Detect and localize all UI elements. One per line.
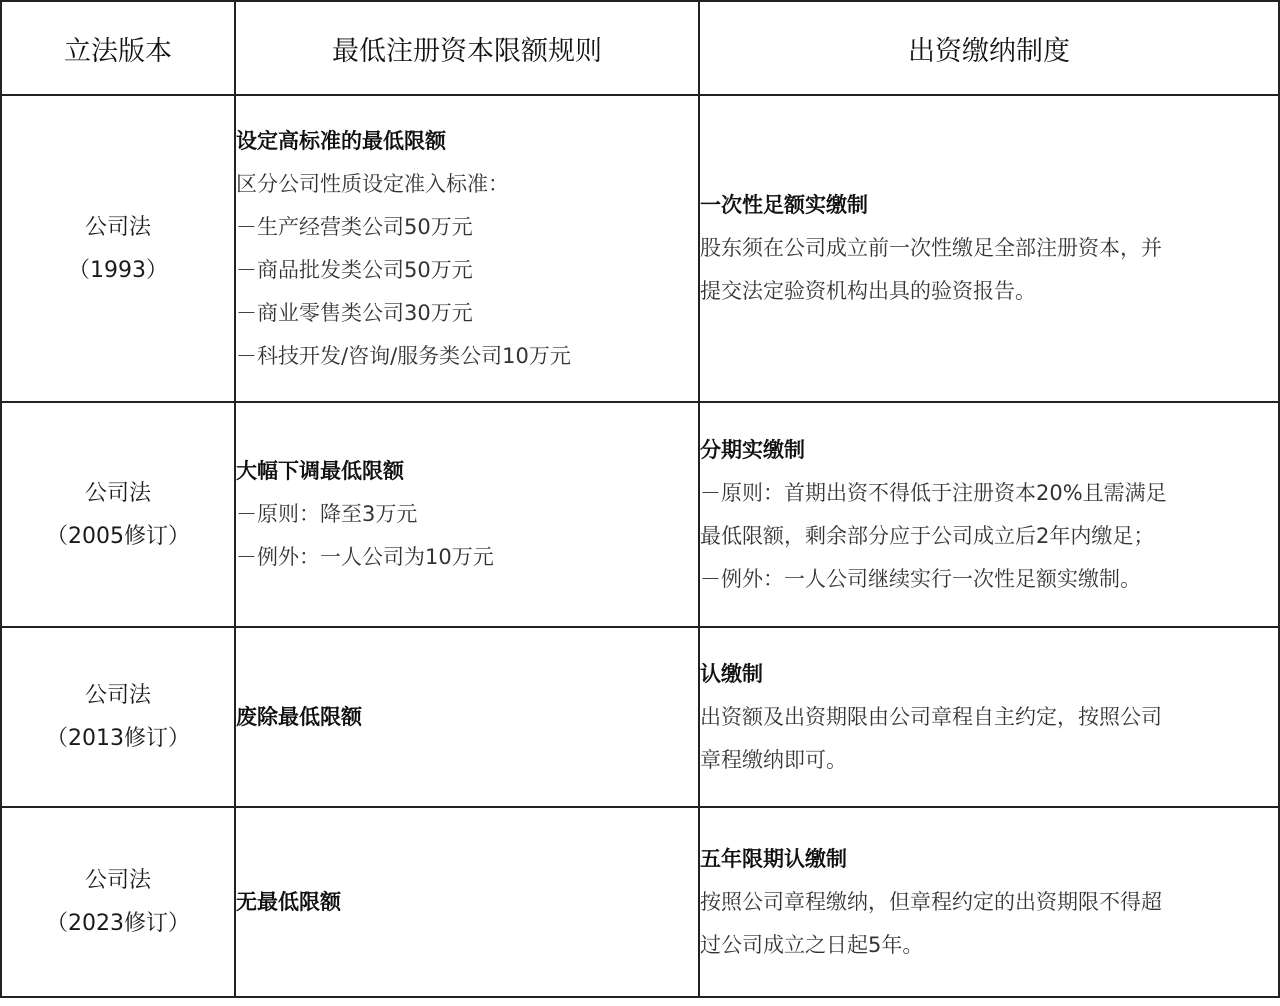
rule-title: 大幅下调最低限额	[236, 459, 404, 483]
payment-title: 分期实缴制	[700, 437, 805, 462]
table-row	[1, 807, 1279, 997]
payment-cell	[699, 807, 1279, 997]
rule-line: －商品批发类公司50万元	[236, 257, 473, 282]
rule-cell	[235, 807, 699, 997]
table-row	[1, 95, 1279, 402]
table-row	[1, 627, 1279, 807]
version-cell	[1, 627, 235, 807]
header-rule: 最低注册资本限额规则	[235, 1, 699, 95]
payment-title: 五年限期认缴制	[700, 846, 847, 871]
payment-cell	[699, 402, 1279, 627]
payment-line: 出资额及出资期限由公司章程自主约定，按照公司	[700, 704, 1162, 729]
version-name: 公司法	[84, 480, 151, 506]
version-year: （1993）	[68, 257, 168, 283]
version-cell	[1, 402, 235, 627]
payment-line: 章程缴纳即可。	[700, 747, 847, 772]
version-cell	[1, 807, 235, 997]
table-row	[1, 402, 1279, 627]
payment-cell	[699, 627, 1279, 807]
payment-line: 按照公司章程缴纳，但章程约定的出资期限不得超	[700, 889, 1162, 914]
version-name: 公司法	[84, 683, 151, 708]
version-year: （2013修订）	[46, 726, 190, 751]
table-header-row	[1, 1, 1279, 95]
rule-line: －原则：降至3万元	[236, 502, 418, 526]
payment-cell	[699, 95, 1279, 402]
payment-line: 股东须在公司成立前一次性缴足全部注册资本，并	[700, 236, 1162, 260]
payment-line: －原则：首期出资不得低于注册资本20%且需满足	[700, 480, 1167, 505]
header-payment: 出资缴纳制度	[699, 1, 1279, 95]
payment-line: 提交法定验资机构出具的验资报告。	[700, 279, 1036, 303]
payment-title: 一次性足额实缴制	[700, 193, 868, 217]
version-year: （2005修订）	[46, 523, 190, 549]
rule-line: －生产经营类公司50万元	[236, 214, 473, 239]
payment-title: 认缴制	[700, 661, 763, 686]
rule-title: 无最低限额	[236, 889, 341, 914]
version-name: 公司法	[84, 214, 151, 240]
version-cell	[1, 95, 235, 402]
rule-cell	[235, 402, 699, 627]
payment-line: 过公司成立之日起5年。	[700, 932, 924, 957]
rule-title: 设定高标准的最低限额	[236, 128, 446, 153]
rule-line: －商业零售类公司30万元	[236, 300, 473, 325]
rule-cell	[235, 95, 699, 402]
payment-line: 最低限额，剩余部分应于公司成立后2年内缴足；	[700, 523, 1155, 548]
rule-cell	[235, 627, 699, 807]
rule-line: －例外：一人公司为10万元	[236, 545, 494, 569]
rule-line: 区分公司性质设定准入标准：	[236, 171, 509, 196]
payment-line: －例外：一人公司继续实行一次性足额实缴制。	[700, 566, 1141, 591]
version-year: （2023修订）	[46, 911, 190, 936]
rule-line: －科技开发/咨询/服务类公司10万元	[236, 343, 571, 368]
version-name: 公司法	[84, 868, 151, 893]
rule-title: 废除最低限额	[236, 704, 362, 729]
header-version: 立法版本	[1, 1, 235, 95]
